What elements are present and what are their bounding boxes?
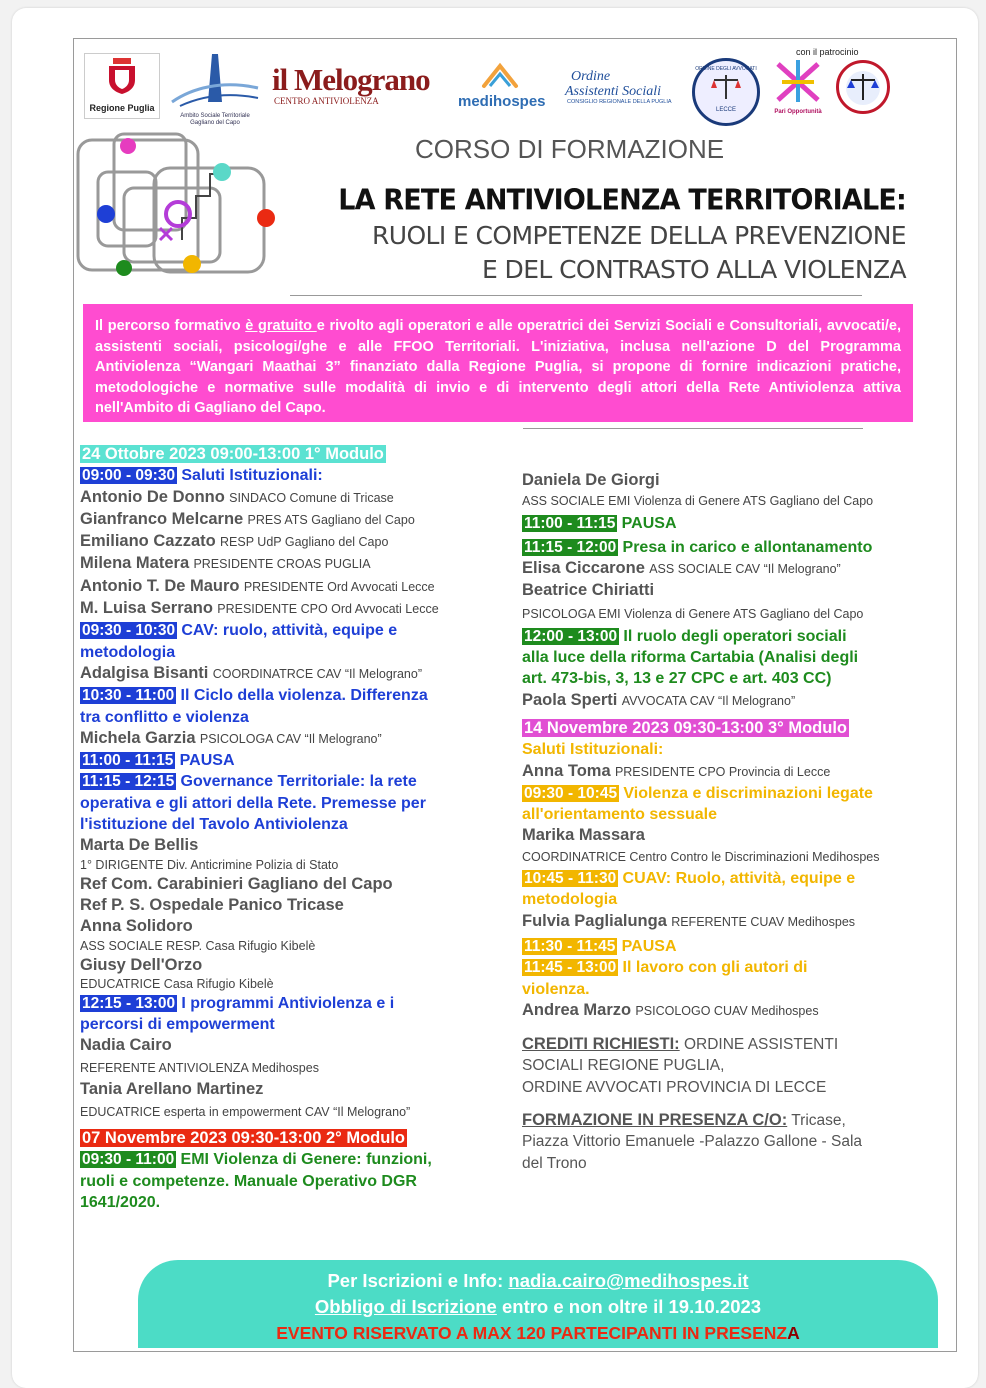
credits-text: SOCIALI REGIONE PUGLIA, [522, 1057, 725, 1075]
session-title: PAUSA [621, 514, 677, 532]
speaker-role: PSICOLOGO CUAV Medihospes [635, 1003, 819, 1018]
time-slot: 11:15 - 12:00 [524, 538, 617, 556]
session-title-cont: tra conflitto e violenza [80, 708, 249, 726]
scales-small-icon [843, 68, 883, 108]
ordine-avv-ring-text: ORDINE DEGLI AVVOCATI [695, 66, 757, 72]
speaker-name: Gianfranco Melcarne [80, 509, 244, 528]
session-title-cont: l'istituzione del Tavolo Antiviolenza [80, 816, 348, 834]
obbligo-line [138, 1294, 938, 1320]
time-slot: 09:30 - 10:45 [524, 784, 618, 802]
time-slot: 11:45 - 13:00 [524, 959, 617, 977]
speaker-role: RESP UdP Gagliano del Capo [220, 535, 389, 550]
session-title-cont: metodologia [80, 643, 176, 661]
session-title-cont: 1641/2020. [80, 1193, 161, 1211]
speaker-name: Tania Arellano Martinez [80, 1079, 264, 1098]
email-link[interactable]: nadia.cairo@medihospes.it [508, 1270, 749, 1291]
speaker-name: Anna Toma [522, 761, 611, 780]
ordine-avvocati-logo [692, 58, 760, 126]
session-title-cont: alla luce della riforma Cartabia (Analisi degli [522, 649, 859, 667]
cpo-avvocati-logo [836, 60, 890, 114]
module-1-title: 24 Ottobre 2023 09:00-13:00 1° Modulo [82, 445, 384, 463]
speaker-role: ASS SOCIALE RESP. Casa Rifugio Kibelè [80, 938, 316, 953]
module-3-title: 14 Novembre 2023 09:30-13:00 3° Modulo [524, 718, 847, 737]
speaker-name: Anna Solidoro [80, 917, 193, 936]
speaker-role: PRESIDENTE CROAS PUGLIA [193, 557, 371, 572]
time-slot: 10:30 - 11:00 [82, 687, 175, 705]
session-title: Saluti Istituzionali: [522, 741, 664, 759]
evento-last-letter: A [787, 1323, 800, 1343]
session-title-cont: violenza. [522, 980, 590, 998]
speaker-role: PRESIDENTE CPO Ord Avvocati Lecce [217, 602, 439, 617]
regione-puglia-label: Regione Puglia [89, 103, 155, 113]
speaker-name: Adalgisa Bisanti [80, 663, 209, 682]
scales-icon [711, 72, 741, 102]
session-title-cont: metodologia [522, 891, 618, 909]
speaker-role: ASS SOCIALE CAV “Il Melograno” [649, 562, 841, 577]
speaker-name: Ref Com. Carabinieri Gagliano del Capo [80, 874, 393, 893]
location-text: Piazza Vittorio Emanuele -Palazzo Gallone - Sala [522, 1133, 863, 1151]
intro-free: è gratuito [245, 318, 317, 334]
speaker-name: Marika Massara [522, 826, 645, 845]
speaker-name: Giusy Dell'Orzo [80, 955, 203, 974]
registration-banner [138, 1260, 938, 1348]
session-title-cont: ruoli e competenze. Manuale Operativo DGR [80, 1172, 417, 1190]
info-label: Per Iscrizioni e Info: [327, 1270, 509, 1291]
title-divider [290, 295, 862, 296]
speaker-role: SINDACO Comune di Tricase [229, 490, 394, 505]
speaker-name: Daniela De Giorgi [522, 471, 660, 489]
melograno-wordmark: il Melograno [272, 62, 430, 97]
melograno-subtitle: CENTRO ANTIVIOLENZA [274, 96, 379, 106]
melograno-logo [272, 64, 444, 106]
credits-text: ORDINE AVVOCATI PROVINCIA DI LECCE [522, 1078, 827, 1096]
time-slot: 11:00 - 11:15 [524, 514, 616, 532]
session-title-cont: all'orientamento sessuale [522, 806, 717, 824]
speaker-role: REFERENTE CUAV Medihospes [671, 914, 856, 929]
speaker-name: Andrea Marzo [522, 1000, 632, 1019]
time-slot: 09:30 - 10:30 [82, 622, 176, 640]
speaker-role: PSICOLOGA EMI Violenza di Genere ATS Gagliano del Capo [522, 606, 864, 621]
time-slot: 09:00 - 09:30 [82, 467, 176, 485]
title-line-1: LA RETE ANTIVIOLENZA TERRITORIALE: [338, 184, 906, 217]
speaker-role: AVVOCATA CAV “Il Melograno” [621, 693, 796, 708]
ambito-sociale-logo [170, 48, 260, 126]
speaker-name: Antonio T. De Mauro [80, 576, 240, 595]
session-title: Governance Territoriale: la rete [180, 773, 417, 791]
time-slot: 11:00 - 11:15 [82, 752, 174, 770]
speaker-name: Antonio De Donno [80, 487, 225, 506]
session-title: Violenza e discriminazioni legate [623, 784, 873, 802]
speaker-name: Emiliano Cazzato [80, 532, 216, 551]
ordine-as-line1: Ordine [571, 69, 611, 84]
intro-divider [523, 428, 863, 429]
speaker-role: COORDINATRCE CAV “Il Melograno” [212, 666, 422, 681]
speaker-name: Ref P. S. Ospedale Panico Tricase [80, 895, 344, 914]
speaker-role: EDUCATRICE esperta in empowerment CAV “Il Melograno” [80, 1105, 411, 1120]
speaker-role: PSICOLOGA CAV “Il Melograno” [199, 731, 382, 746]
session-title: Il ruolo degli operatori sociali [623, 627, 847, 645]
time-slot: 11:15 - 12:15 [82, 773, 175, 791]
location-text: del Trono [522, 1154, 587, 1172]
session-title-cont: percorsi di empowerment [80, 1016, 275, 1034]
speaker-role: PRESIDENTE CPO Provincia di Lecce [614, 764, 831, 779]
session-title: PAUSA [179, 752, 235, 770]
intro-text-a: Il percorso formativo [95, 318, 246, 334]
session-title: Il lavoro con gli autori di [622, 959, 808, 977]
left-column [80, 444, 500, 1213]
speaker-role: ASS SOCIALE EMI Violenza di Genere ATS Gagliano del Capo [522, 494, 874, 509]
time-slot: 11:30 - 11:45 [524, 937, 616, 955]
speaker-name: Milena Matera [80, 554, 190, 573]
speaker-role: REFERENTE ANTIVIOLENZA Medihospes [80, 1060, 319, 1075]
time-slot: 12:00 - 13:00 [524, 627, 618, 645]
speaker-name: Fulvia Paglialunga [522, 911, 667, 930]
time-slot: 10:45 - 11:30 [524, 870, 617, 888]
credits-text: ORDINE ASSISTENTI [683, 1036, 839, 1054]
house-icon [480, 60, 520, 90]
obbligo-label: Obbligo di Iscrizione [314, 1296, 497, 1317]
session-title-cont: art. 473-bis, 3, 13 e 27 CPC e art. 403 CC) [522, 670, 832, 688]
speaker-role: PRES ATS Gagliano del Capo [247, 512, 415, 527]
medihospes-logo [458, 60, 546, 110]
speaker-name: Beatrice Chiriatti [522, 581, 655, 600]
regione-puglia-logo [84, 53, 160, 119]
session-title: CAV: ruolo, attività, equipe e [181, 622, 398, 640]
ordine-as-line2: Assistenti Sociali [565, 84, 662, 99]
course-label: CORSO DI FORMAZIONE [415, 134, 725, 164]
ordine-avv-city: LECCE [715, 107, 736, 113]
time-slot: 09:30 - 11:00 [82, 1151, 175, 1169]
session-title: I programmi Antiviolenza e i [181, 994, 395, 1012]
credits-label: CREDITI RICHIESTI: [522, 1035, 680, 1054]
lighthouse-icon [170, 48, 260, 108]
speaker-name: Marta De Bellis [80, 836, 199, 855]
speaker-name: Elisa Ciccarone [522, 559, 645, 578]
location-text: Tricase, [791, 1112, 846, 1130]
session-title: Il Ciclo della violenza. Differenza [180, 687, 428, 705]
network-graphic [76, 132, 286, 282]
pari-opportunita-icon [770, 58, 826, 104]
session-title: Presa in carico e allontanamento [622, 538, 873, 556]
time-slot: 12:15 - 13:00 [82, 994, 176, 1012]
module-2-title: 07 Novembre 2023 09:30-13:00 2° Modulo [82, 1129, 405, 1148]
pari-opportunita-logo [768, 58, 828, 118]
session-title: PAUSA [621, 937, 677, 955]
title-line-2: RUOLI E COMPETENZE DELLA PREVENZIONE [372, 221, 906, 250]
session-title: CUAV: Ruolo, attività, equipe e [622, 870, 856, 888]
right-column [522, 470, 932, 1174]
speaker-name: Nadia Cairo [80, 1036, 172, 1055]
evento-line [138, 1320, 938, 1346]
session-title-cont: operativa e gli attori della Rete. Premesse per [80, 794, 426, 812]
intro-text-b: e rivolto agli operatori e alle operatrici dei Servizi Sociali e Consultoriali, avvocati/e, assistenti sociali, psicologi/ghe e alle FFOO Territoriali. L'iniziativa, inclusa nell'azione D del Programma Antiviolenza “Wangari Maathai 3” finanziato dalla Regione Puglia, si propone di fornire indicazioni pratiche, metodologiche e normative sulle modalità di invio e di intervento degli attori della Rete Antiviolenza attiva nell'Ambito di Gagliano del Capo. [95, 318, 901, 417]
coat-of-arms-icon [85, 54, 159, 98]
speaker-role: COORDINATRICE Centro Contro le Discriminazioni Medihospes [522, 849, 880, 864]
speaker-role: EDUCATRICE Casa Rifugio Kibelè [80, 976, 274, 991]
patrocinio-label: con il patrocinio [796, 47, 859, 57]
medihospes-wordmark: medihospes [458, 93, 546, 110]
deadline-text: entro e non oltre il 19.10.2023 [496, 1296, 762, 1317]
speaker-name: M. Luisa Serrano [80, 599, 213, 618]
location-label: FORMAZIONE IN PRESENZA C/O: [522, 1111, 788, 1130]
speaker-role: 1° DIRIGENTE Div. Anticrimine Polizia di Stato [80, 857, 339, 872]
intro-box [83, 304, 913, 422]
pari-opportunita-label: Pari Opportunità [774, 109, 822, 115]
evento-text: EVENTO RISERVATO A MAX 120 PARTECIPANTI IN PRESENZ [276, 1323, 788, 1343]
speaker-name: Michela Garzia [80, 728, 196, 747]
session-title: Saluti Istituzionali: [181, 467, 323, 485]
session-title: EMI Violenza di Genere: funzioni, [180, 1151, 432, 1169]
ordine-as-line3: CONSIGLIO REGIONALE DELLA PUGLIA [567, 99, 672, 105]
speaker-role: PRESIDENTE Ord Avvocati Lecce [243, 579, 435, 594]
title-line-3: E DEL CONTRASTO ALLA VIOLENZA [482, 255, 906, 284]
ordine-assistenti-logo [555, 70, 675, 105]
speaker-name: Paola Sperti [522, 690, 618, 709]
registration-info-line [138, 1268, 938, 1294]
ambito-label: Ambito Sociale Territoriale Gagliano del Capo [180, 113, 250, 126]
